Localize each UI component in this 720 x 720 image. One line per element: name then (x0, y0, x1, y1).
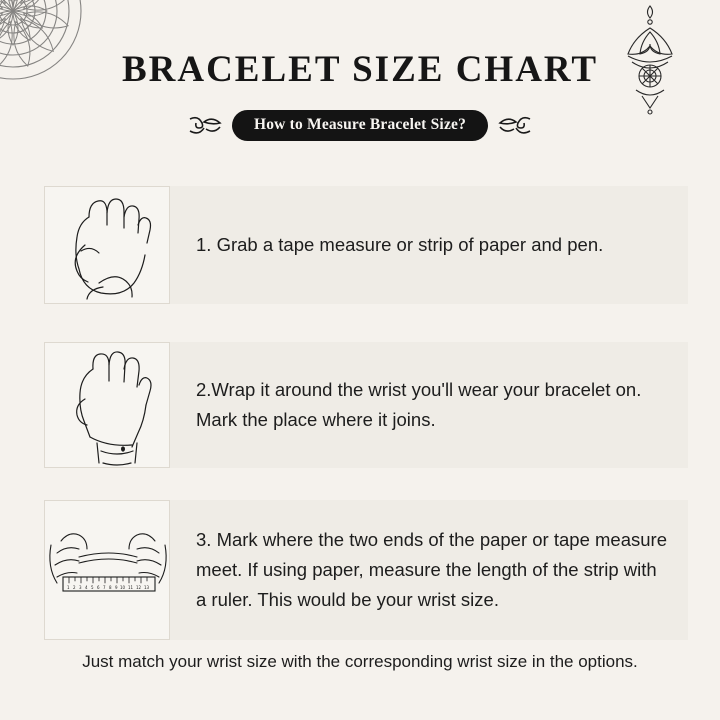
subtitle-pill: How to Measure Bracelet Size? (232, 110, 488, 141)
step-3-illustration (44, 500, 170, 640)
svg-text:8: 8 (109, 585, 112, 590)
svg-text:1: 1 (67, 585, 70, 590)
svg-text:10: 10 (120, 585, 126, 590)
svg-text:6: 6 (97, 585, 100, 590)
svg-text:11: 11 (128, 585, 134, 590)
step-1-illustration (44, 186, 170, 304)
step-row-3 (44, 500, 688, 640)
svg-text:9: 9 (115, 585, 118, 590)
page-title: BRACELET SIZE CHART (121, 49, 599, 90)
footer-note: Just match your wrist size with the corresponding wrist size in the options. (82, 652, 638, 671)
step-3-text: 3. Mark where the two ends of the paper or tape measure meet. If using paper, measure the length of the strip with a ruler. This would be your wrist size. (196, 529, 667, 610)
step-row-2 (44, 342, 688, 468)
svg-text:3: 3 (79, 585, 82, 590)
svg-text:13: 13 (144, 585, 150, 590)
svg-text:7: 7 (103, 585, 106, 590)
svg-text:12: 12 (136, 585, 142, 590)
svg-text:5: 5 (91, 585, 94, 590)
step-1-text: 1. Grab a tape measure or strip of paper and pen. (196, 234, 604, 255)
step-2-text: 2.Wrap it around the wrist you'll wear your bracelet on. Mark the place where it joins. (196, 379, 642, 430)
subtitle-row (0, 110, 720, 141)
step-2-illustration (44, 342, 170, 468)
flourish-right-icon (498, 113, 532, 139)
flourish-left-icon (188, 113, 222, 139)
step-row-1 (44, 186, 688, 304)
svg-text:2: 2 (73, 585, 76, 590)
svg-text:4: 4 (85, 585, 88, 590)
